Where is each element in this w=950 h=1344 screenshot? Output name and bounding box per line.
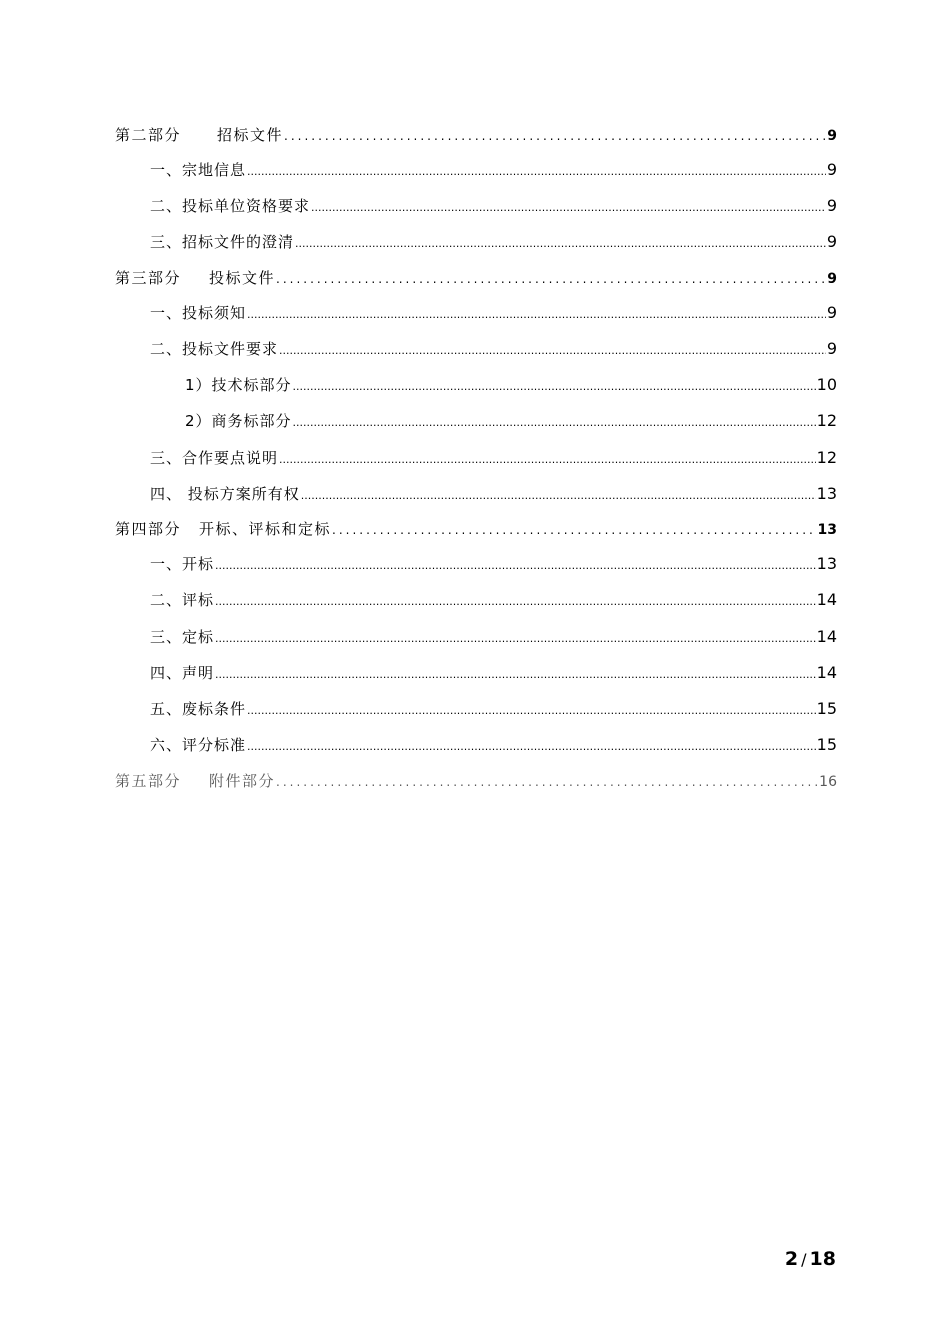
toc-entry-title: 二、投标文件要求 [150,340,279,358]
dot-leader [247,701,816,721]
dot-leader [215,629,816,649]
toc-entry-page: 9 [826,339,837,358]
toc-entry-title: 2）商务标部分 [185,412,292,430]
toc-entry[interactable] [150,663,837,683]
toc-entry-sub[interactable] [185,411,837,431]
toc-entry-title: 五、废标条件 [150,700,247,718]
toc-entry[interactable] [150,448,837,468]
toc-entry-title: 一、投标须知 [150,304,247,322]
toc-entry[interactable] [150,735,837,755]
toc-entry-part-4[interactable] [115,519,837,539]
toc-entry-page: 12 [816,448,837,467]
toc-entry[interactable] [150,232,837,252]
toc-entry-page: 14 [816,590,837,609]
dot-leader [279,450,816,470]
dot-leader [284,126,826,146]
dot-leader [279,341,826,361]
dot-leader [332,520,816,540]
toc-entry[interactable] [150,160,837,180]
toc-entry-title: 1）技术标部分 [185,376,292,394]
dot-leader [293,413,816,433]
toc-entry-title: 二、评标 [150,591,215,609]
toc-entry-page: 9 [827,271,837,287]
toc-entry-title: 四、声明 [150,664,215,682]
toc-entry-title: 第二部分 招标文件 [115,126,284,144]
dot-leader [247,162,826,182]
toc-entry-title: 四、 投标方案所有权 [150,485,300,503]
toc-entry[interactable] [150,699,837,719]
page-separator: / [801,1250,807,1269]
toc-entry-page: 9 [826,196,837,215]
toc-entry-page: 15 [816,735,837,754]
dot-leader [215,556,816,576]
toc-entry-page: 13 [816,484,837,503]
toc-entry-title: 三、招标文件的澄清 [150,233,295,251]
toc-entry-page: 9 [827,128,837,144]
toc-entry-page: 15 [816,699,837,718]
toc-entry-page: 9 [826,303,837,322]
toc-entry-title: 六、评分标准 [150,736,247,754]
toc-entry[interactable] [150,554,837,574]
toc-entry-title: 三、定标 [150,628,215,646]
dot-leader [247,305,826,325]
toc-entry-page: 14 [816,627,837,646]
toc-entry-part-5[interactable] [115,771,837,791]
toc-entry[interactable] [150,627,837,647]
dot-leader [276,269,826,289]
toc-entry-title: 第五部分 附件部分 [115,772,276,790]
toc-entry-title: 第四部分 开标、评标和定标 [115,520,332,538]
toc-entry[interactable] [150,196,837,216]
toc-entry[interactable] [150,339,837,359]
toc-entry[interactable] [150,590,837,610]
toc-entry-page: 9 [826,160,837,179]
toc-entry-title: 第三部分 投标文件 [115,269,276,287]
total-pages: 18 [809,1248,836,1270]
toc-entry-title: 二、投标单位资格要求 [150,197,311,215]
toc-entry-page: 14 [816,663,837,682]
dot-leader [215,665,816,685]
toc-entry[interactable] [150,484,837,504]
page-number [785,1248,836,1270]
toc-entry-page: 9 [826,232,837,251]
toc-entry-page: 13 [816,554,837,573]
toc-entry-page: 13 [817,522,837,538]
toc-entry-sub[interactable] [185,375,837,395]
dot-leader [247,737,816,757]
toc-entry-part-3[interactable] [115,268,837,288]
toc-entry-title: 一、宗地信息 [150,161,247,179]
toc-entry-page: 10 [816,375,837,394]
dot-leader [311,198,826,218]
toc-entry[interactable] [150,303,837,323]
dot-leader [301,486,816,506]
dot-leader [215,592,816,612]
current-page: 2 [784,1248,799,1270]
toc-entry-page: 12 [816,411,837,430]
toc-entry-part-2[interactable] [115,125,837,145]
dot-leader [295,234,826,254]
toc-entry-title: 三、合作要点说明 [150,449,279,467]
dot-leader [293,377,816,397]
dot-leader [276,772,818,792]
toc-entry-title: 一、开标 [150,555,215,573]
toc-entry-page: 16 [819,774,837,790]
